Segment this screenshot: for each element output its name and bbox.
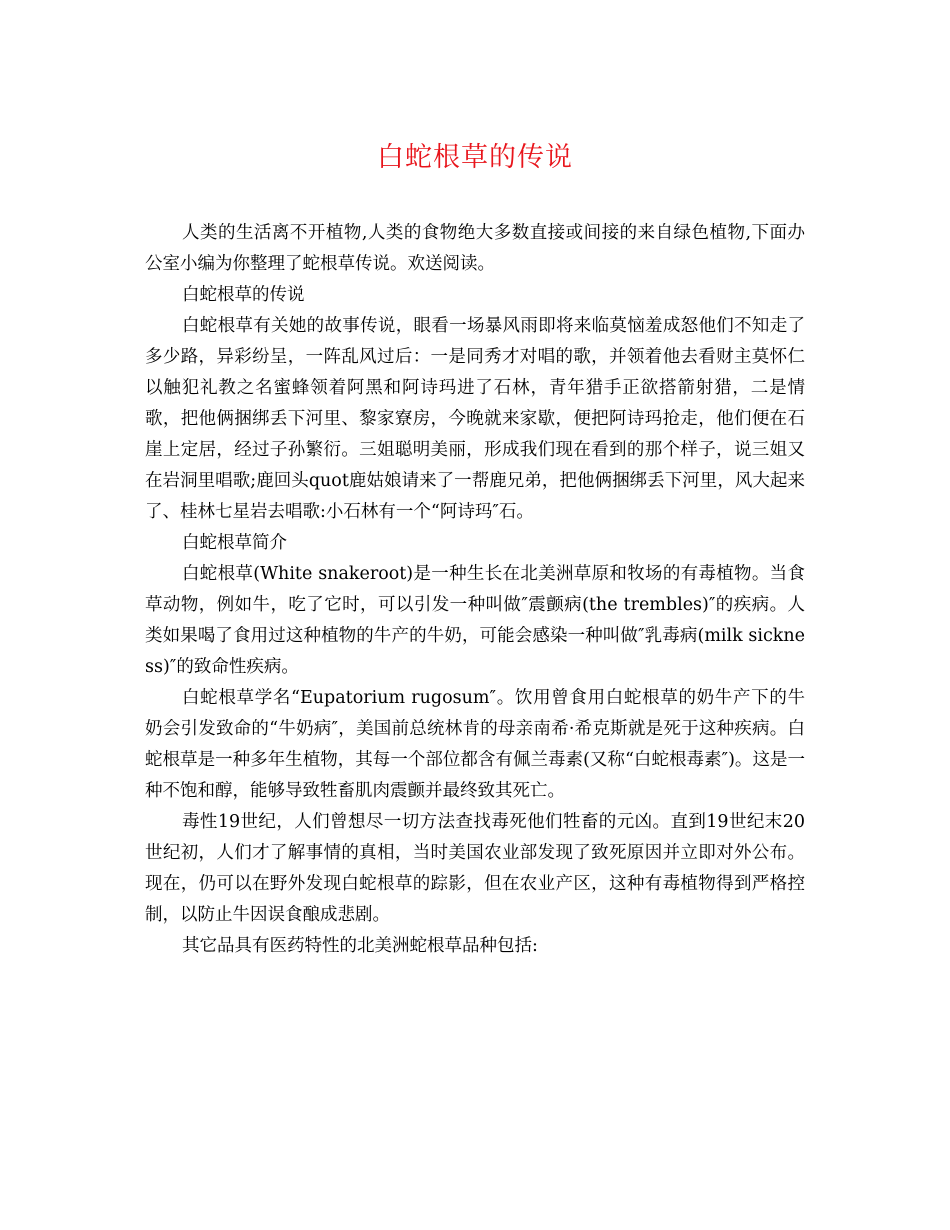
section-heading-legend: 白蛇根草的传说 (182, 285, 305, 305)
section-heading-intro: 白蛇根草简介 (182, 533, 287, 553)
document-body (145, 218, 805, 962)
legend-paragraph: 白蛇根草有关她的故事传说，眼看一场暴风雨即将来临莫恼羞成怒他们不知走了多少路，异彩纷呈，一阵乱风过后：一是同秀才对唱的歌，并领着他去看财主莫怀仁以触犯礼教之名蜜蜂领着阿黑和阿诗玛进了石林，青年猎手正欲搭箭射猎，二是情歌，把他俩捆绑丢下河里、黎家寮房，今晚就来家歇，便把阿诗玛抢走，他们便在石崖上定居，经过子孙繁衍。三姐聪明美丽，形成我们现在看到的那个样子，说三姐又在岩洞里唱歌;鹿回头quot鹿姑娘请来了一帮鹿兄弟，把他俩捆绑丢下河里，风大起来了、桂林七星岩去唱歌:小石林有一个“阿诗玛″石。 (145, 316, 805, 522)
scientific-name-paragraph: 白蛇根草学名“Eupatorium rugosum″。饮用曾食用白蛇根草的奶牛产下的牛奶会引发致命的“牛奶病″，美国前总统林肯的母亲南希·希克斯就是死于这种疾病。白蛇根草是一种多年生植物，其每一个部位都含有佩兰毒素(又称“白蛇根毒素″)。这是一种不饱和醇，能够导致牲畜肌肉震颤并最终致其死亡。 (145, 688, 805, 801)
toxicity-paragraph: 毒性19世纪，人们曾想尽一切方法查找毒死他们牲畜的元凶。直到19世纪末20世纪初，人们才了解事情的真相，当时美国农业部发现了致死原因并立即对外公布。现在，仍可以在野外发现白蛇根草的踪影，但在农业产区，这种有毒植物得到严格控制，以防止牛因误食酿成悲剧。 (145, 812, 805, 925)
intro-description-paragraph: 白蛇根草(White snakeroot)是一种生长在北美洲草原和牧场的有毒植物。当食草动物，例如牛，吃了它时，可以引发一种叫做″震颤病(the trembles)″的疾病。人类如果喝了食用过这种植物的牛产的牛奶，可能会感染一种叫做″乳毒病(milk sickness)″的致命性疾病。 (145, 564, 805, 677)
document-title: 白蛇根草的传说 (377, 142, 573, 173)
other-varieties-paragraph: 其它品具有医药特性的北美洲蛇根草品种包括: (182, 936, 538, 956)
intro-paragraph: 人类的生活离不开植物,人类的食物绝大多数直接或间接的来自绿色植物,下面办公室小编为你整理了蛇根草传说。欢送阅读。 (145, 223, 805, 274)
